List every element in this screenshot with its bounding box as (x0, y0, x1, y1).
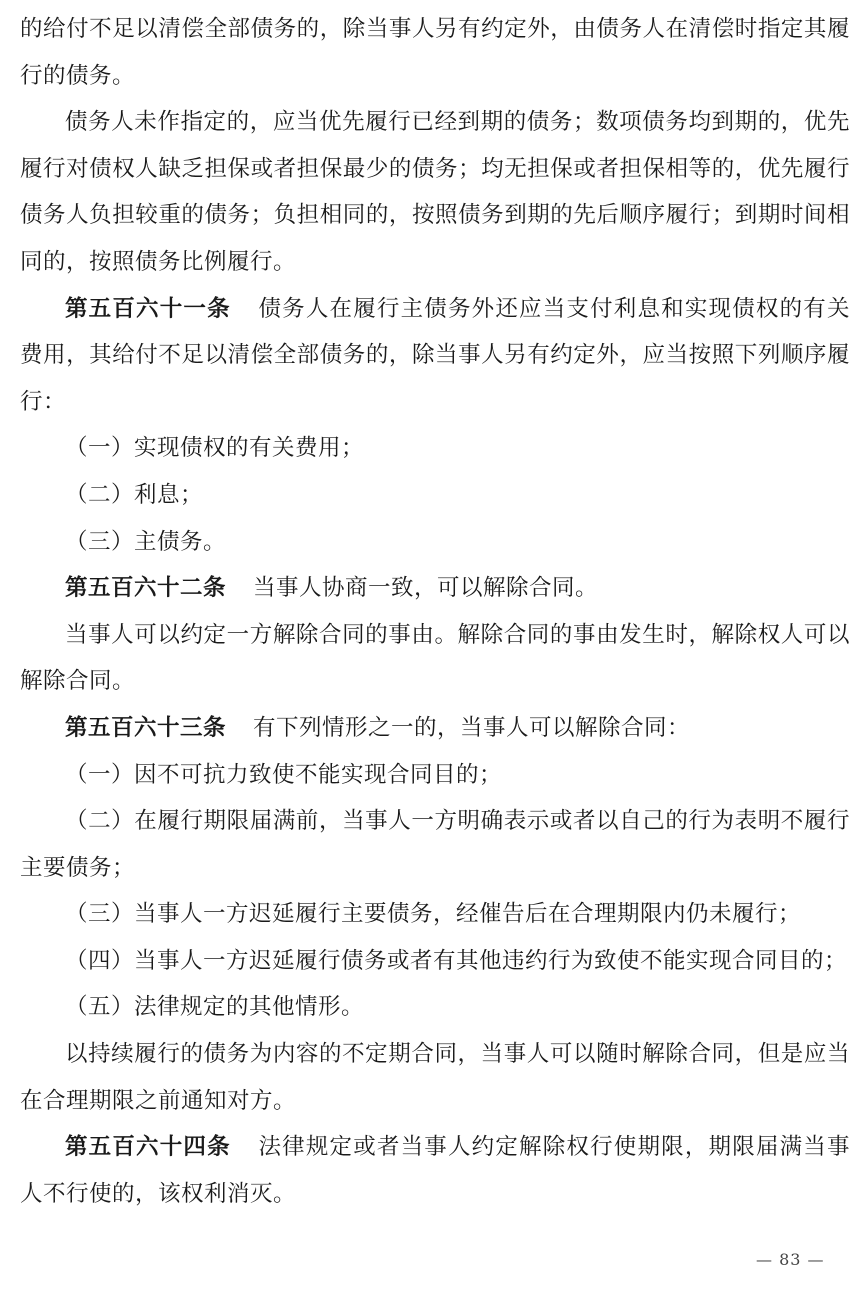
list-item: （二）利息； (65, 481, 204, 508)
article-561: 第五百六十一条 债务人在履行主债务外还应当支付利息和实现债权的有关费用，其给付不足以清偿全部债务的，除当事人另有约定外，应当按照下列顺序履行： (20, 295, 850, 415)
list-item: （一）因不可抗力致使不能实现合同目的； (65, 761, 503, 788)
list-item: （三）主债务。 (65, 528, 227, 555)
paragraph: 债务人未作指定的，应当优先履行已经到期的债务；数项债务均到期的，优先履行对债权人缺乏担保或者担保最少的债务；均无担保或者担保相等的，优先履行债务人负担较重的债务；负担相同的，按照债务到期的先后顺序履行；到期时间相同的，按照债务比例履行。 (20, 109, 850, 275)
list-item: （一）实现债权的有关费用； (65, 435, 365, 462)
article-heading: 第五百六十四条 (65, 1134, 231, 1161)
list-item: （三）当事人一方迟延履行主要债务，经催告后在合理期限内仍未履行； (65, 901, 802, 928)
list-item: （五）法律规定的其他情形。 (65, 994, 365, 1021)
article-heading: 第五百六十一条 (65, 295, 231, 322)
paragraph: 当事人可以约定一方解除合同的事由。解除合同的事由发生时，解除权人可以解除合同。 (20, 621, 850, 695)
list-item: （二）在履行期限届满前，当事人一方明确表示或者以自己的行为表明不履行主要债务； (20, 808, 850, 881)
article-heading: 第五百六十二条 (65, 575, 227, 602)
article-563: 第五百六十三条 有下列情形之一的，当事人可以解除合同： (65, 714, 691, 741)
article-heading: 第五百六十三条 (65, 714, 227, 741)
paragraph: 的给付不足以清偿全部债务的，除当事人另有约定外，由债务人在清偿时指定其履行的债务。 (20, 16, 850, 89)
article-562: 第五百六十二条 当事人协商一致，可以解除合同。 (65, 575, 599, 602)
article-564: 第五百六十四条 法律规定或者当事人约定解除权行使期限，期限届满当事人不行使的，该权利消灭。 (20, 1134, 850, 1207)
page-number: — 83 — (756, 1250, 825, 1269)
list-item: （四）当事人一方迟延履行债务或者有其他违约行为致使不能实现合同目的； (65, 947, 848, 974)
paragraph: 以持续履行的债务为内容的不定期合同，当事人可以随时解除合同，但是应当在合理期限之前通知对方。 (20, 1041, 850, 1114)
document-page (20, 6, 850, 1217)
